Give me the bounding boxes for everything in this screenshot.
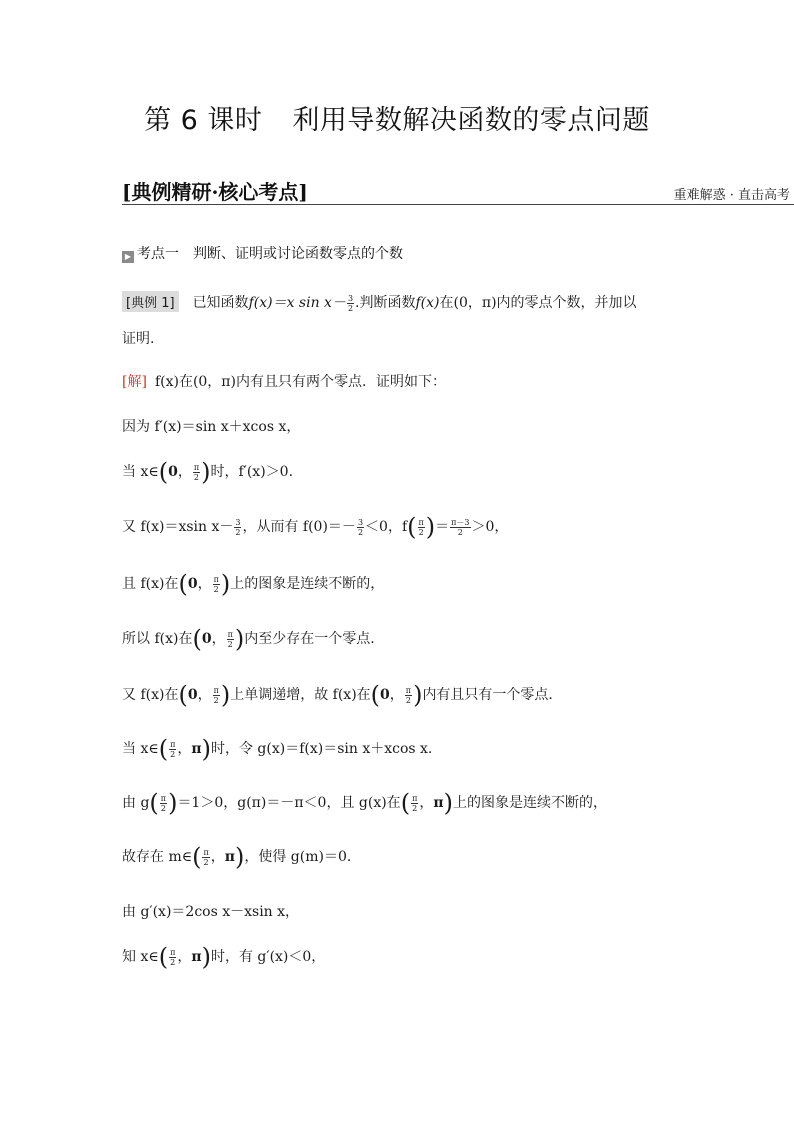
example-line-1: [典例 1] 已知函数f(x)＝x sin x－ $\frac{3}{2}$ .判断函数f(x)在(0，π)内的零点个数，并加以 — [122, 291, 637, 313]
solution-line-1: [解] f(x)在(0，π)内有且只有两个零点．证明如下： — [122, 374, 446, 390]
section-title: [典例精研·核心考点] — [122, 180, 308, 204]
section-subtitle: 重难解惑 · 直击高考 — [673, 188, 790, 203]
kaodian-heading — [122, 243, 403, 263]
solution-line-5: 且 f(x)在(0， $\frac{\pi}{2}$ )上的图象是连续不断的， — [122, 570, 385, 598]
kaodian-text: 考点一 判断、证明或讨论函数零点的个数 — [137, 246, 403, 262]
lesson-number: 第 6 课时 — [144, 105, 263, 136]
solution-line-10: 故存在 m∈( $\frac{\pi}{2}$ ，π)，使得 g(m)＝0. — [122, 843, 352, 871]
section-header — [122, 176, 794, 205]
solution-tag: [解] — [122, 374, 147, 390]
solution-line-9: 由 g( $\frac{\pi}{2}$ )＝1＞0，g(π)＝－π＜0，且 g(x)在( $\frac{\pi}{2}$ ，π)上的图象是连续不断的， — [122, 789, 607, 817]
solution-line-2: 因为 f′(x)＝sin x＋xcos x， — [122, 419, 301, 435]
solution-line-7: 又 f(x)在(0， $\frac{\pi}{2}$ )上单调递增，故 f(x)在(0， $\frac{\pi}{2}$ )内有且只有一个零点. — [122, 681, 553, 709]
page-title — [0, 98, 794, 137]
triangle-icon: ▶ — [122, 251, 134, 263]
solution-line-11: 由 g′(x)＝2cos x－xsin x， — [122, 904, 300, 920]
lesson-topic: 利用导数解决函数的零点问题 — [292, 105, 650, 136]
solution-line-6: 所以 f(x)在(0， $\frac{\pi}{2}$ )内至少存在一个零点. — [122, 625, 375, 653]
solution-line-8: 当 x∈( $\frac{\pi}{2}$ ，π)时，令 g(x)＝f(x)＝sin x＋xcos x. — [122, 735, 433, 763]
solution-line-3: 当 x∈(0， $\frac{\pi}{2}$ )时，f′(x)＞0. — [122, 458, 294, 486]
example-line-2: 证明. — [122, 331, 155, 347]
example-tag: [典例 1] — [122, 291, 179, 312]
solution-line-4: 又 f(x)＝xsin x－ $\frac{3}{2}$ ，从而有 f(0)＝－ $\frac{3}{2}$ ＜0，f( $\frac{\pi}{2}$ )＝ $\frac{\pi-3}{2}$ ＞0， — [122, 513, 509, 541]
solution-line-12: 知 x∈( $\frac{\pi}{2}$ ，π)时，有 g′(x)＜0， — [122, 943, 326, 971]
fraction: $\frac{3}{2}$ — [347, 293, 354, 313]
